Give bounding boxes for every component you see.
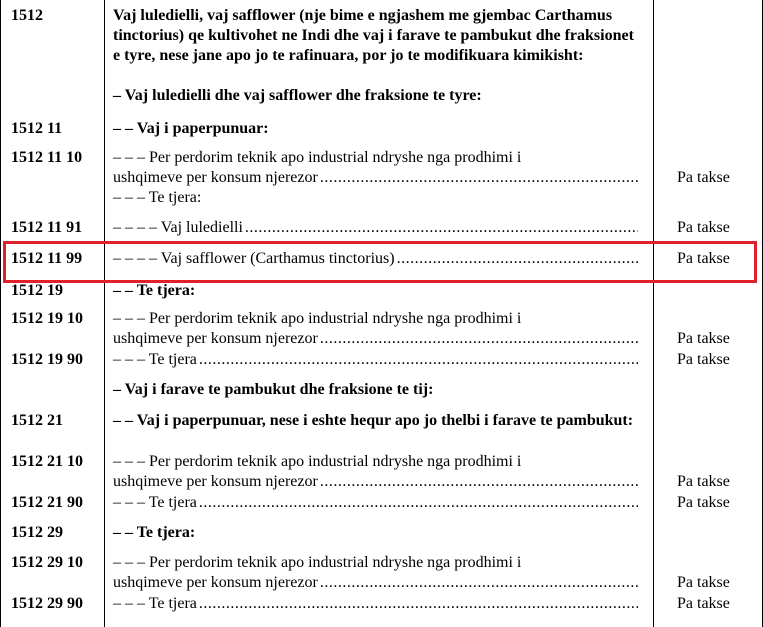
row-description-leader — [113, 493, 638, 513]
tariff-code: 1512 19 90 — [11, 351, 83, 368]
tariff-code: 1512 19 — [11, 282, 63, 299]
column-rule-left — [0, 0, 1, 627]
row-description: ushqimeve per konsum njerezor — [113, 574, 318, 591]
row-description-leader — [113, 218, 638, 238]
dot-leader — [320, 168, 638, 188]
row-description-leader — [113, 472, 638, 492]
tariff-code: 1512 — [11, 7, 43, 24]
row-description: ushqimeve per konsum njerezor — [113, 473, 318, 490]
tariff-code: 1512 29 10 — [11, 554, 83, 571]
rate-value: Pa takse — [677, 250, 730, 267]
rate-value: Pa takse — [677, 330, 730, 347]
tariff-code: 1512 19 10 — [11, 310, 83, 327]
row-description: – – – Te tjera — [113, 494, 197, 511]
highlight-box — [3, 241, 757, 283]
rate-value: Pa takse — [677, 595, 730, 612]
column-rule-desc — [653, 0, 654, 627]
subheading-description: – Vaj luledielli dhe vaj safflower dhe fraksione te tyre: — [113, 87, 482, 104]
tariff-code: 1512 29 90 — [11, 595, 83, 612]
row-description-leader — [113, 168, 638, 188]
row-description-leader — [113, 350, 638, 370]
row-description: – – – Per perdorim teknik apo industrial ndryshe nga prodhimi i — [113, 310, 522, 327]
row-description: – – – – Vaj safflower (Carthamus tinctorius) — [113, 250, 395, 267]
row-description: – – Vaj i paperpunuar: — [113, 120, 269, 137]
rate-value: Pa takse — [677, 219, 730, 236]
row-description-leader — [113, 329, 638, 349]
rate-value: Pa takse — [677, 351, 730, 368]
dot-leader — [320, 472, 638, 492]
row-description: – – – Te tjera — [113, 595, 197, 612]
row-description: ushqimeve per konsum njerezor — [113, 330, 318, 347]
row-description: – – Vaj i paperpunuar, nese i eshte hequr apo jo thelbi i farave te pambukut: — [113, 412, 634, 429]
tariff-code: 1512 11 99 — [11, 250, 83, 267]
rate-value: Pa takse — [677, 494, 730, 511]
tariff-code: 1512 21 — [11, 412, 63, 429]
row-description-leader — [113, 573, 638, 593]
tariff-code: 1512 11 91 — [11, 219, 83, 236]
dot-leader — [199, 350, 638, 370]
row-description: – – Te tjera: — [113, 524, 196, 541]
row-description: – – Te tjera: — [113, 282, 196, 299]
row-description-leader — [113, 594, 638, 614]
tariff-code: 1512 11 — [11, 120, 63, 137]
dot-leader — [320, 329, 638, 349]
dot-leader — [199, 594, 638, 614]
row-description: – – – Per perdorim teknik apo industrial ndryshe nga prodhimi i — [113, 149, 522, 166]
dot-leader — [245, 218, 638, 238]
subheading-description: – Vaj i farave te pambukut dhe fraksione te tij: — [113, 381, 434, 398]
dot-leader — [199, 493, 638, 513]
row-description: – – – Per perdorim teknik apo industrial ndryshe nga prodhimi i — [113, 554, 522, 571]
dot-leader — [320, 573, 638, 593]
tariff-code: 1512 21 90 — [11, 494, 83, 511]
rate-value: Pa takse — [677, 473, 730, 490]
tariff-code: 1512 29 — [11, 524, 63, 541]
row-description: ushqimeve per konsum njerezor — [113, 169, 318, 186]
row-description: – – – Te tjera — [113, 351, 197, 368]
tariff-code: 1512 21 10 — [11, 453, 83, 470]
row-description: – – – – Vaj luledielli — [113, 219, 243, 236]
rate-value: Pa takse — [677, 574, 730, 591]
row-description: – – – Te tjera: — [113, 189, 202, 206]
rate-value: Pa takse — [677, 169, 730, 186]
row-description: – – – Per perdorim teknik apo industrial ndryshe nga prodhimi i — [113, 453, 522, 470]
column-rule-code — [104, 0, 105, 627]
tariff-code: 1512 11 10 — [11, 149, 83, 166]
heading-description: Vaj luledielli, vaj safflower (nje bime e ngjashem me gjembac Carthamus tinctorius) qe kultivohet ne Indi dhe vaj i farave te pambukut dhe fraksionet e tyre, nese jane apo jo te rafinuara, por jo te modifikuara kimikisht: — [113, 7, 634, 64]
